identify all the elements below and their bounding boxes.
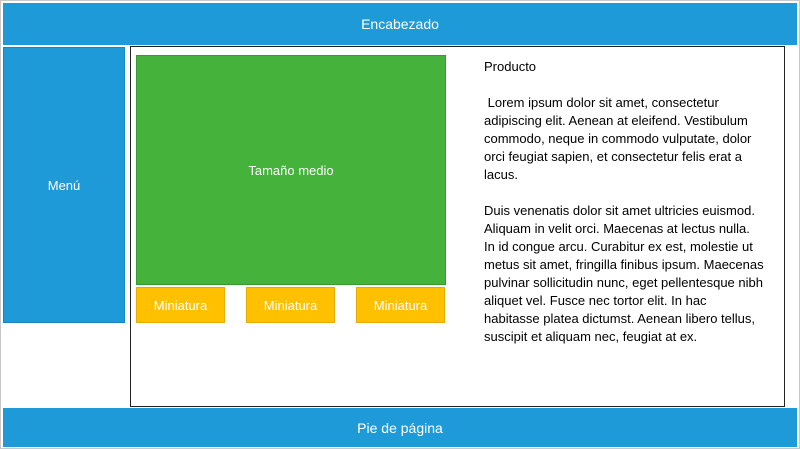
- thumbnail-1[interactable]: [136, 287, 225, 323]
- thumbnail-label: Miniatura: [373, 297, 428, 313]
- thumbnail-3[interactable]: [356, 287, 445, 323]
- header: [3, 3, 797, 45]
- product-title: Producto: [484, 59, 537, 74]
- main-image-label: Tamaño medio: [248, 162, 334, 178]
- product-paragraph-2: Duis venenatis dolor sit amet ultricies euismod. Aliquam in velit orci. Maecenas at lectus nulla. In id congue arcu. Curabitur ex est, molestie ut metus sit amet, fringilla finibus ipsum. Maecenas pulvinar sollicitudin nunc, eget pellentesque nibh aliquet vel. Fusce nec tortor elit. In hac habitasse platea dictumst. Aenean libero tellus, suscipit et aliquam nec, feugiat at ex.: [484, 203, 764, 344]
- thumbnail-2[interactable]: [246, 287, 335, 323]
- thumbnail-label: Miniatura: [263, 297, 318, 313]
- header-label: Encabezado: [361, 16, 439, 32]
- menu[interactable]: [3, 47, 125, 323]
- main-image[interactable]: [136, 55, 446, 285]
- footer-label: Pie de página: [357, 419, 443, 436]
- product-description: [484, 58, 764, 364]
- thumbnail-label: Miniatura: [153, 297, 208, 313]
- footer: [3, 408, 797, 447]
- product-paragraph-1: Lorem ipsum dolor sit amet, consectetur adipiscing elit. Aenean at eleifend. Vestibulum commodo, neque in commodo vulputate, dolor orci feugiat sapien, et consectetur felis erat a lacus.: [484, 95, 756, 182]
- menu-label: Menú: [47, 177, 81, 193]
